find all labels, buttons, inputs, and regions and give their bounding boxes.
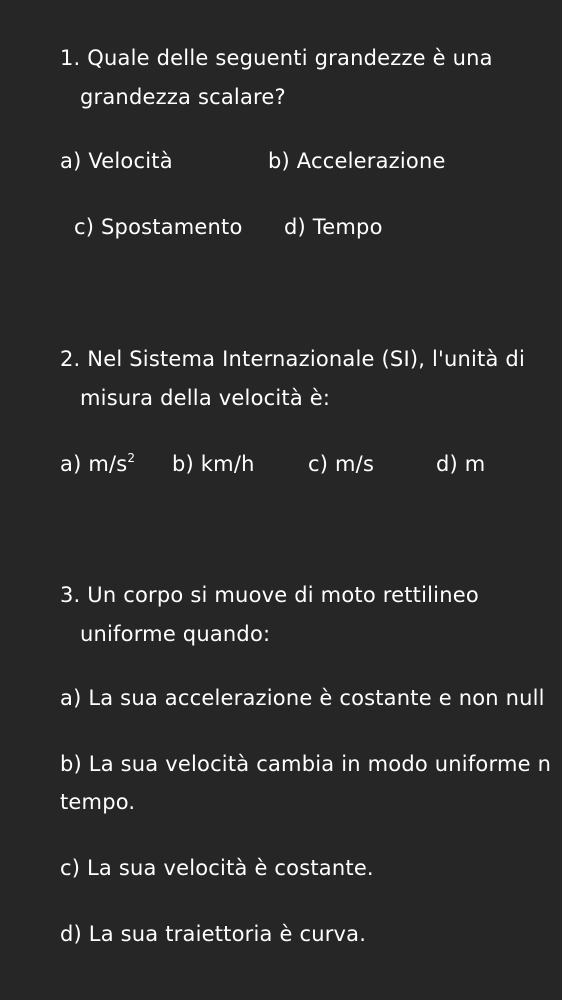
- question-2-text-line-1: 2. Nel Sistema Internazionale (SI), l'unità di: [60, 347, 525, 371]
- question-3-option-b-line-2: tempo.: [60, 790, 136, 814]
- question-2-option-b: b) km/h: [172, 452, 255, 476]
- question-2-text-line-2: misura della velocità è:: [80, 386, 331, 410]
- question-2-option-a-unit: a) m/s: [60, 452, 128, 476]
- question-1-option-d: d) Tempo: [284, 215, 383, 239]
- question-3-option-b-line-1: b) La sua velocità cambia in modo uniforme n: [60, 752, 552, 776]
- question-1-option-b: b) Accelerazione: [268, 149, 446, 173]
- question-1-text-line-1: 1. Quale delle seguenti grandezze è una: [60, 46, 493, 70]
- question-1-option-c: c) Spostamento: [74, 215, 243, 239]
- question-3-option-c: c) La sua velocità è costante.: [60, 856, 374, 880]
- question-1-option-a: a) Velocità: [60, 149, 173, 173]
- question-2-option-d: d) m: [436, 452, 486, 476]
- question-3-option-a: a) La sua accelerazione è costante e non null: [60, 686, 545, 710]
- question-2-option-c: c) m/s: [308, 452, 375, 476]
- question-3-text-line-1: 3. Un corpo si muove di moto rettilineo: [60, 583, 479, 607]
- question-3-text-line-2: uniforme quando:: [80, 622, 271, 646]
- question-1-text-line-2: grandezza scalare?: [80, 85, 286, 109]
- question-2-option-a: [60, 451, 136, 476]
- question-3-option-d: d) La sua traiettoria è curva.: [60, 922, 367, 946]
- question-2-option-a-exponent: 2: [127, 451, 136, 465]
